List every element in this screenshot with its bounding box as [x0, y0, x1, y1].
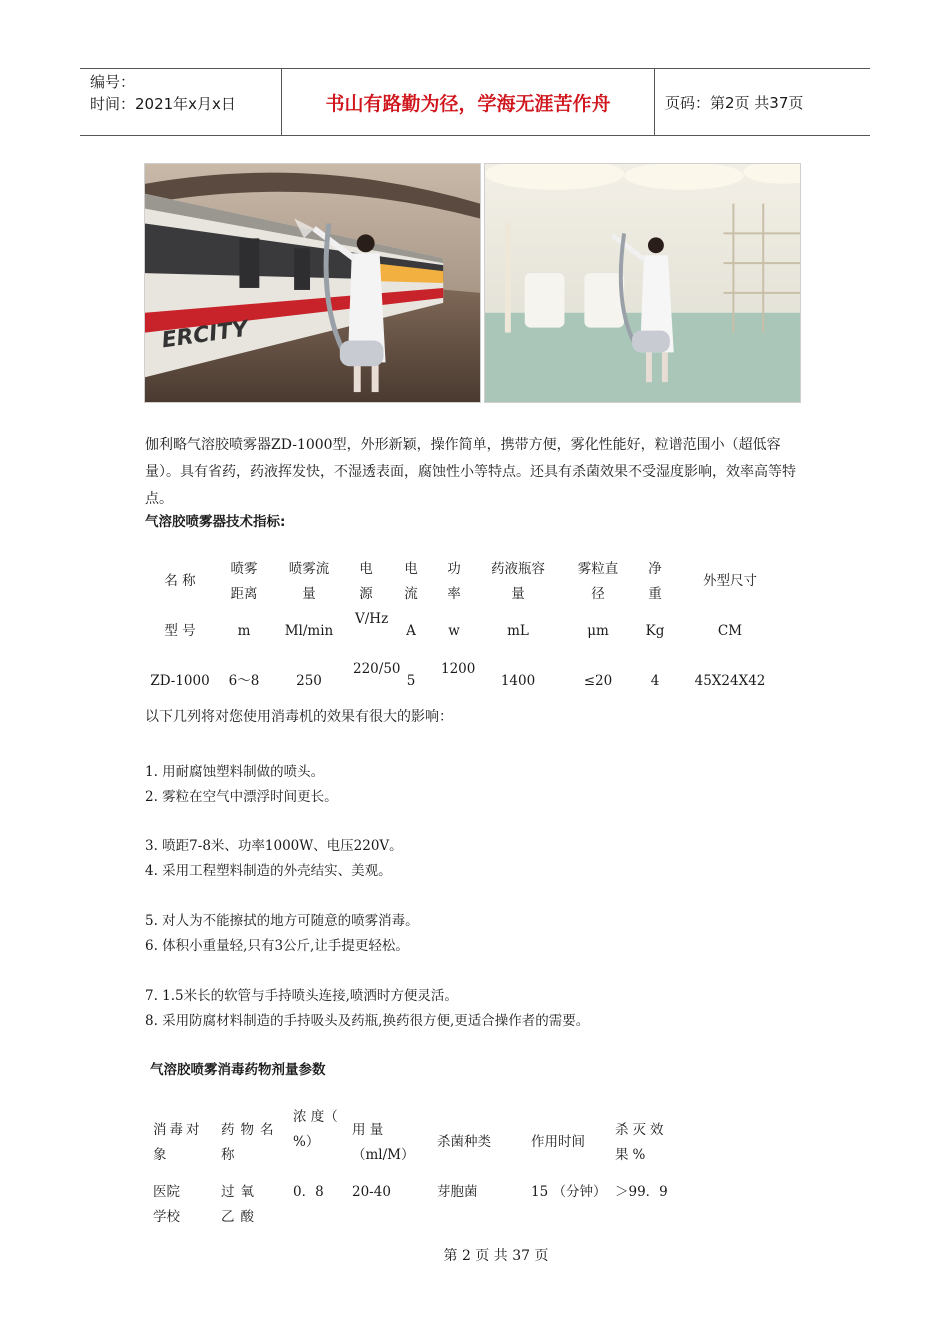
spec-value-cell: 5 [406, 673, 416, 689]
photo-train-platform [144, 163, 481, 403]
usage-note: 以下几列将对您使用消毒机的效果有很大的影响： [145, 709, 453, 725]
feature-item: 6. 体积小重量轻,只有3公斤,让手提更轻松。 [145, 938, 409, 954]
spec-header-cell: 喷雾流量 [288, 561, 330, 602]
spec-unit-cell: Ml/min [284, 623, 334, 639]
dose-value-cell: ＞99．9 [615, 1184, 668, 1200]
dose-header-cell: 消毒对象 [153, 1122, 203, 1163]
dose-value-cell: 0．8 [293, 1184, 324, 1200]
dose-header-cell: 作用时间 [531, 1134, 585, 1150]
feature-item: 1. 用耐腐蚀塑料制做的喷头。 [145, 764, 325, 780]
spec-unit-cell: μm [587, 623, 609, 639]
dose-table-title: 气溶胶喷雾消毒药物剂量参数 [150, 1062, 326, 1078]
spec-value-cell: 1400 [500, 673, 536, 689]
spec-value-cell: ≤20 [583, 673, 613, 689]
spec-value-cell: ZD-1000 [150, 673, 210, 689]
spec-unit-cell: CM [717, 623, 743, 639]
feature-item: 4. 采用工程塑料制造的外壳结实、美观。 [145, 863, 392, 879]
dose-value-cell: 医院学校 [153, 1184, 180, 1225]
photo-office-lobby [484, 163, 801, 403]
spec-header-cell: 外型尺寸 [703, 573, 757, 589]
spec-unit-cell: Kg [645, 623, 665, 639]
spec-header-cell: 电流 [404, 561, 418, 602]
dose-header-cell: 药物名称 [221, 1122, 280, 1163]
train-livery-text: ERCITY [160, 316, 250, 354]
spec-unit-cell: 型 号 [164, 623, 196, 639]
feature-item: 5. 对人为不能擦拭的地方可随意的喷雾消毒。 [145, 913, 419, 929]
spec-header-cell: 功率 [447, 561, 461, 602]
dose-header-cell: 用 量（ml/M） [352, 1122, 415, 1163]
feature-item: 3. 喷距7-8米、功率1000W、电压220V。 [145, 838, 403, 854]
spec-unit-cell: w [448, 623, 460, 639]
intro-paragraph: 伽利略气溶胶喷雾器ZD-1000型，外形新颖，操作简单，携带方便，雾化性能好，粒谱范围小（超低容量）。具有省药，药液挥发快，不湿透表面，腐蚀性小等特点。还具有杀菌效果不受湿度影响，效率高等特点。 [145, 437, 796, 507]
dose-header-cell: 杀灭效果% [615, 1122, 668, 1163]
spec-header-cell: 名 称 [164, 573, 196, 589]
dose-value-cell: 芽胞菌 [437, 1184, 478, 1200]
dose-value-cell: 15 （分钟） [531, 1184, 607, 1200]
document-date: 时间：2021年x月x日 [90, 95, 236, 113]
header-meta [80, 69, 282, 136]
header-motto: 书山有路勤为径，学海无涯苦作舟 [282, 69, 655, 136]
spec-value-cell: 1200 [441, 661, 476, 677]
page-footer: 第 2 页 共 37 页 [443, 1248, 549, 1264]
feature-item: 7. 1.5米长的软管与手持喷头连接,喷洒时方便灵活。 [145, 988, 458, 1004]
spec-unit-cell: V/Hz [355, 611, 389, 627]
spec-value-cell: 220/50 [353, 661, 401, 677]
dose-value-cell: 过氧乙酸 [221, 1184, 260, 1225]
feature-item: 8. 采用防腐材料制造的手持吸头及药瓶,换药很方便,更适合操作者的需要。 [145, 1013, 590, 1029]
spec-value-cell: 250 [296, 673, 322, 689]
spec-value-cell: 45X24X42 [694, 673, 766, 689]
spec-unit-cell: mL [507, 623, 529, 639]
spec-header-cell: 喷雾距离 [230, 561, 258, 602]
spec-unit-cell: A [406, 623, 416, 639]
spec-value-cell: 6～8 [228, 673, 260, 689]
spec-table-title: 气溶胶喷雾器技术指标: [145, 514, 286, 530]
feature-item: 2. 雾粒在空气中漂浮时间更长。 [145, 789, 338, 805]
document-number: 编号： [90, 73, 136, 91]
page-header [80, 68, 870, 136]
header-page-number: 页码：第2页 共37页 [665, 94, 804, 112]
spec-unit-cell: m [237, 623, 251, 639]
dose-value-cell: 20-40 [352, 1184, 391, 1200]
spec-header-cell: 电源 [359, 561, 373, 602]
spec-header-cell: 净重 [648, 561, 662, 602]
dose-header-cell: 杀菌种类 [437, 1134, 491, 1150]
spec-header-cell: 雾粒直径 [577, 561, 619, 602]
dose-header-cell: 浓 度（ %） [293, 1109, 338, 1150]
spec-header-cell: 药液瓶容量 [491, 561, 545, 602]
spec-value-cell: 4 [650, 673, 660, 689]
